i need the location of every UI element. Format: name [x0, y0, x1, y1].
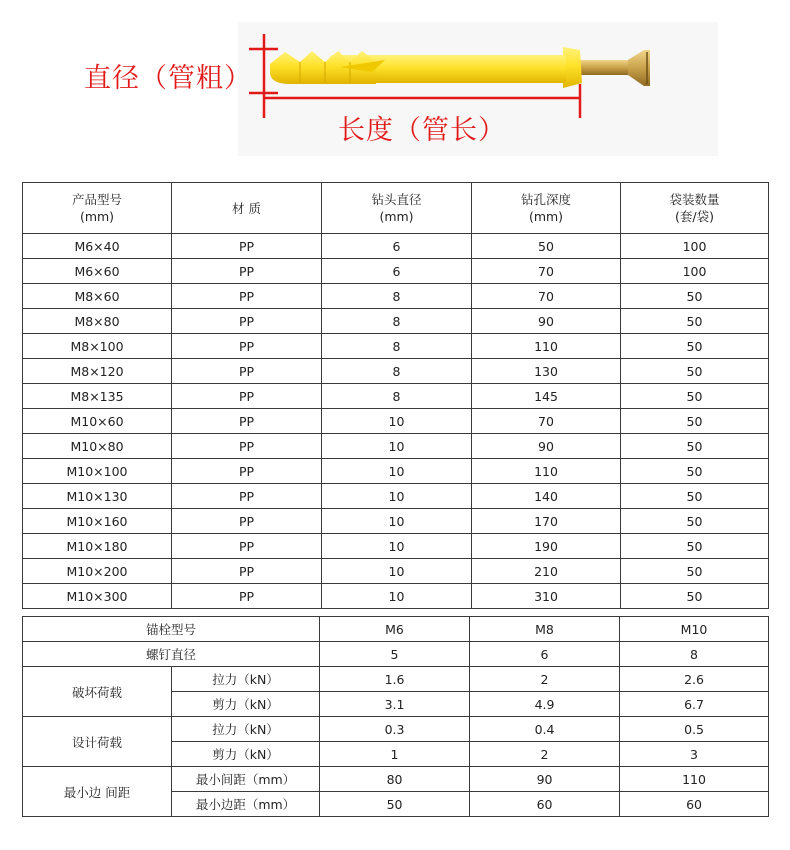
spec-cell: 100: [621, 234, 769, 259]
spec-cell: PP: [172, 359, 322, 384]
spec-row: [23, 384, 769, 409]
spec-cell: M10×160: [23, 509, 172, 534]
spec-cell: PP: [172, 384, 322, 409]
spec-cell: 50: [621, 484, 769, 509]
load-value-cell: 0.5: [620, 717, 769, 742]
spec-cell: 10: [322, 584, 472, 609]
spec-cell: M8×60: [23, 284, 172, 309]
load-value-cell: 1: [320, 742, 470, 767]
spec-cell: 70: [472, 409, 621, 434]
spec-cell: M10×200: [23, 559, 172, 584]
spec-cell: 50: [621, 309, 769, 334]
spec-cell: 10: [322, 484, 472, 509]
spec-row: [23, 334, 769, 359]
spec-cell: M8×120: [23, 359, 172, 384]
load-row-label: 最小间距（mm）: [172, 767, 320, 792]
spec-row: [23, 459, 769, 484]
screw-diameter-label: 螺钉直径: [23, 642, 320, 667]
spec-cell: M8×135: [23, 384, 172, 409]
load-value-cell: 0.4: [470, 717, 620, 742]
spec-cell: M10×100: [23, 459, 172, 484]
screw-diameter-cell: 8: [620, 642, 769, 667]
header-bag-quantity: 袋装数量 (套/袋): [621, 183, 769, 234]
spec-cell: 90: [472, 434, 621, 459]
spec-cell: PP: [172, 559, 322, 584]
load-row: [23, 767, 769, 792]
spec-row: [23, 559, 769, 584]
spec-cell: 100: [621, 259, 769, 284]
spec-cell: PP: [172, 459, 322, 484]
spec-cell: 50: [621, 284, 769, 309]
spec-cell: 8: [322, 384, 472, 409]
load-value-cell: 2.6: [620, 667, 769, 692]
spec-cell: 50: [621, 409, 769, 434]
spec-cell: 10: [322, 409, 472, 434]
spec-table: [22, 182, 769, 609]
spec-row: [23, 434, 769, 459]
spec-cell: 70: [472, 284, 621, 309]
spec-cell: M10×180: [23, 534, 172, 559]
spec-cell: 50: [621, 559, 769, 584]
load-value-cell: 0.3: [320, 717, 470, 742]
spec-row: [23, 534, 769, 559]
spec-cell: 90: [472, 309, 621, 334]
spec-cell: PP: [172, 234, 322, 259]
load-row-label: 剪力（kN）: [172, 742, 320, 767]
load-value-cell: 1.6: [320, 667, 470, 692]
spec-cell: 110: [472, 459, 621, 484]
spec-row: [23, 234, 769, 259]
load-row: [23, 717, 769, 742]
spec-cell: 50: [621, 359, 769, 384]
spec-cell: 170: [472, 509, 621, 534]
anchor-model-label: 锚栓型号: [23, 617, 320, 642]
load-group-label: 最小边 间距: [23, 767, 172, 817]
load-value-cell: 80: [320, 767, 470, 792]
load-value-cell: 4.9: [470, 692, 620, 717]
spec-row: [23, 584, 769, 609]
product-image: [0, 0, 790, 160]
spec-cell: 50: [621, 534, 769, 559]
spec-cell: 210: [472, 559, 621, 584]
spec-cell: 70: [472, 259, 621, 284]
spec-cell: 8: [322, 309, 472, 334]
spec-cell: PP: [172, 509, 322, 534]
spec-cell: 50: [621, 334, 769, 359]
spec-row: [23, 484, 769, 509]
load-value-cell: 3: [620, 742, 769, 767]
spec-cell: 8: [322, 284, 472, 309]
spec-cell: 10: [322, 434, 472, 459]
header-drill-diameter: 钻头直径 (mm): [322, 183, 472, 234]
spec-row: [23, 409, 769, 434]
header-material: 材 质: [172, 183, 322, 234]
spec-row: [23, 284, 769, 309]
spec-cell: M10×80: [23, 434, 172, 459]
load-value-cell: 60: [620, 792, 769, 817]
spec-cell: 50: [621, 509, 769, 534]
load-value-cell: 50: [320, 792, 470, 817]
spec-cell: 140: [472, 484, 621, 509]
spec-cell: 310: [472, 584, 621, 609]
spec-cell: 145: [472, 384, 621, 409]
load-group-label: 破坏荷载: [23, 667, 172, 717]
spec-header-row: [23, 183, 769, 234]
spec-cell: PP: [172, 409, 322, 434]
length-label: 长度（管长）: [338, 115, 506, 146]
load-row: [23, 667, 769, 692]
screw-diameter-cell: 6: [470, 642, 620, 667]
spec-cell: 8: [322, 359, 472, 384]
spec-cell: M6×60: [23, 259, 172, 284]
spec-cell: PP: [172, 309, 322, 334]
spec-cell: 50: [621, 384, 769, 409]
load-row-label: 剪力（kN）: [172, 692, 320, 717]
load-value-cell: 3.1: [320, 692, 470, 717]
spec-cell: M10×300: [23, 584, 172, 609]
spec-cell: 130: [472, 359, 621, 384]
load-table: [22, 616, 769, 817]
spec-cell: 110: [472, 334, 621, 359]
load-group-label: 设计荷载: [23, 717, 172, 767]
sleeve-shape: [270, 51, 566, 84]
spec-cell: 8: [322, 334, 472, 359]
load-value-cell: 60: [470, 792, 620, 817]
model-cell: M6: [320, 617, 470, 642]
spec-cell: 10: [322, 559, 472, 584]
header-drill-depth: 钻孔深度 (mm): [472, 183, 621, 234]
spec-cell: PP: [172, 259, 322, 284]
spec-cell: 190: [472, 534, 621, 559]
screw-diameter-cell: 5: [320, 642, 470, 667]
model-cell: M10: [620, 617, 769, 642]
spec-cell: 50: [621, 584, 769, 609]
model-cell: M8: [470, 617, 620, 642]
load-value-cell: 2: [470, 742, 620, 767]
header-model: 产品型号 (mm): [23, 183, 172, 234]
spec-cell: PP: [172, 434, 322, 459]
load-row-label: 最小边距（mm）: [172, 792, 320, 817]
spec-row: [23, 259, 769, 284]
spec-cell: M6×40: [23, 234, 172, 259]
spec-row: [23, 509, 769, 534]
load-value-cell: 6.7: [620, 692, 769, 717]
spec-cell: M8×100: [23, 334, 172, 359]
spec-cell: M10×130: [23, 484, 172, 509]
load-row-label: 拉力（kN）: [172, 667, 320, 692]
spec-cell: 50: [621, 434, 769, 459]
spec-cell: 50: [621, 459, 769, 484]
spec-cell: 10: [322, 534, 472, 559]
spec-cell: PP: [172, 534, 322, 559]
spec-cell: M8×80: [23, 309, 172, 334]
spec-cell: PP: [172, 334, 322, 359]
spec-cell: PP: [172, 284, 322, 309]
load-value-cell: 90: [470, 767, 620, 792]
spec-cell: 50: [472, 234, 621, 259]
spec-row: [23, 359, 769, 384]
spec-cell: PP: [172, 584, 322, 609]
spec-row: [23, 309, 769, 334]
load-row-label: 拉力（kN）: [172, 717, 320, 742]
anchor-model-row: [23, 617, 769, 642]
diameter-label: 直径（管粗）: [84, 63, 252, 94]
spec-cell: 10: [322, 459, 472, 484]
spec-cell: PP: [172, 484, 322, 509]
spec-cell: 10: [322, 509, 472, 534]
spec-cell: 6: [322, 234, 472, 259]
spec-cell: 6: [322, 259, 472, 284]
screw-diameter-row: [23, 642, 769, 667]
load-value-cell: 110: [620, 767, 769, 792]
spec-cell: M10×60: [23, 409, 172, 434]
load-value-cell: 2: [470, 667, 620, 692]
